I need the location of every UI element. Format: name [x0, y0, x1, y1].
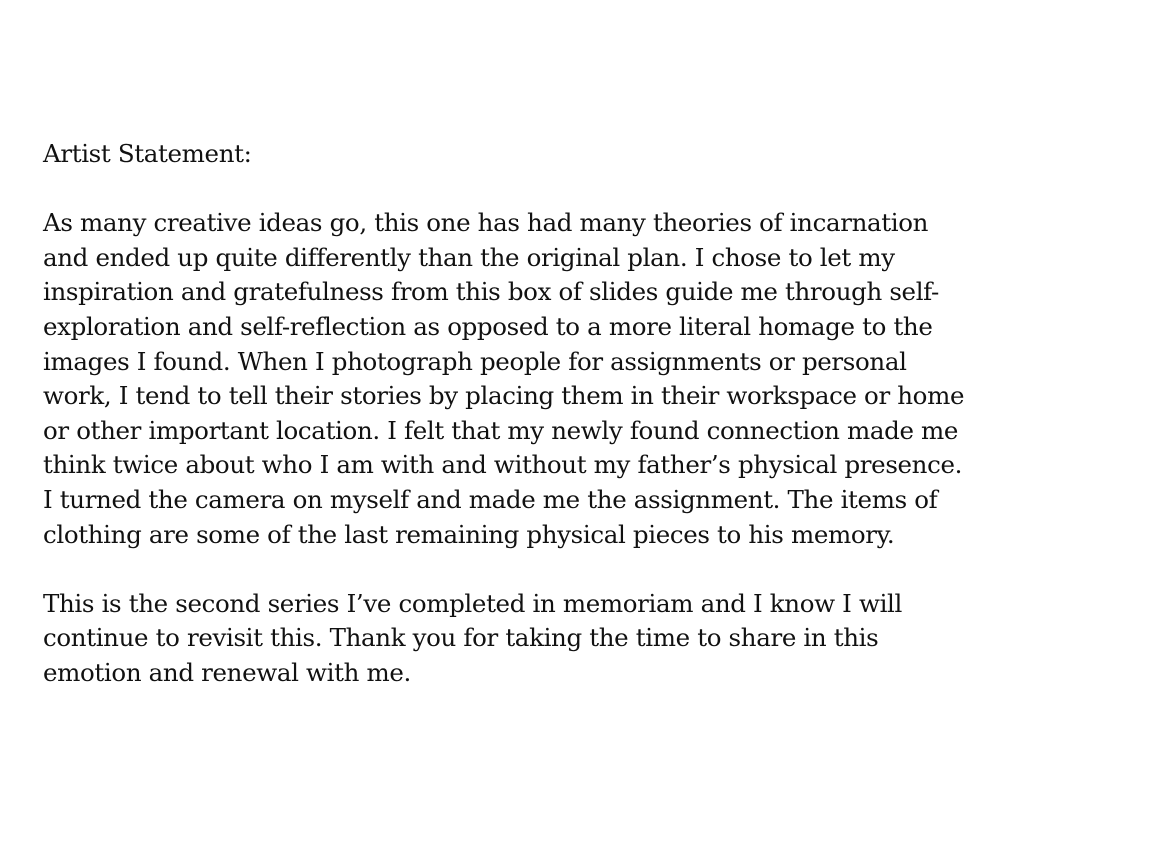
- paragraph-line: I turned the camera on myself and made me the assignment. The items of: [43, 484, 938, 514]
- statement-paragraph-1: [43, 206, 1143, 552]
- statement-heading: Artist Statement:: [43, 139, 252, 168]
- artist-statement-document: [43, 137, 1143, 725]
- paragraph-line: or other important location. I felt that my newly found connection made me: [43, 415, 959, 445]
- paragraph-line: This is the second series I’ve completed in memoriam and I know I will: [43, 588, 903, 618]
- paragraph-line: clothing are some of the last remaining physical pieces to his memory.: [43, 519, 895, 549]
- paragraph-line: continue to revisit this. Thank you for taking the time to share in this: [43, 623, 879, 653]
- paragraph-line: think twice about who I am with and without my father’s physical presence.: [43, 450, 963, 480]
- statement-paragraph-2: [43, 587, 1143, 691]
- paragraph-line: emotion and renewal with me.: [43, 657, 411, 687]
- paragraph-line: and ended up quite differently than the original plan. I chose to let my: [43, 242, 895, 272]
- paragraph-line: exploration and self-reflection as opposed to a more literal homage to the: [43, 311, 933, 341]
- paragraph-line: As many creative ideas go, this one has had many theories of incarnation: [43, 208, 929, 238]
- paragraph-line: inspiration and gratefulness from this box of slides guide me through self-: [43, 277, 939, 307]
- paragraph-line: images I found. When I photograph people for assignments or personal: [43, 346, 907, 376]
- paragraph-line: work, I tend to tell their stories by placing them in their workspace or home: [43, 381, 965, 411]
